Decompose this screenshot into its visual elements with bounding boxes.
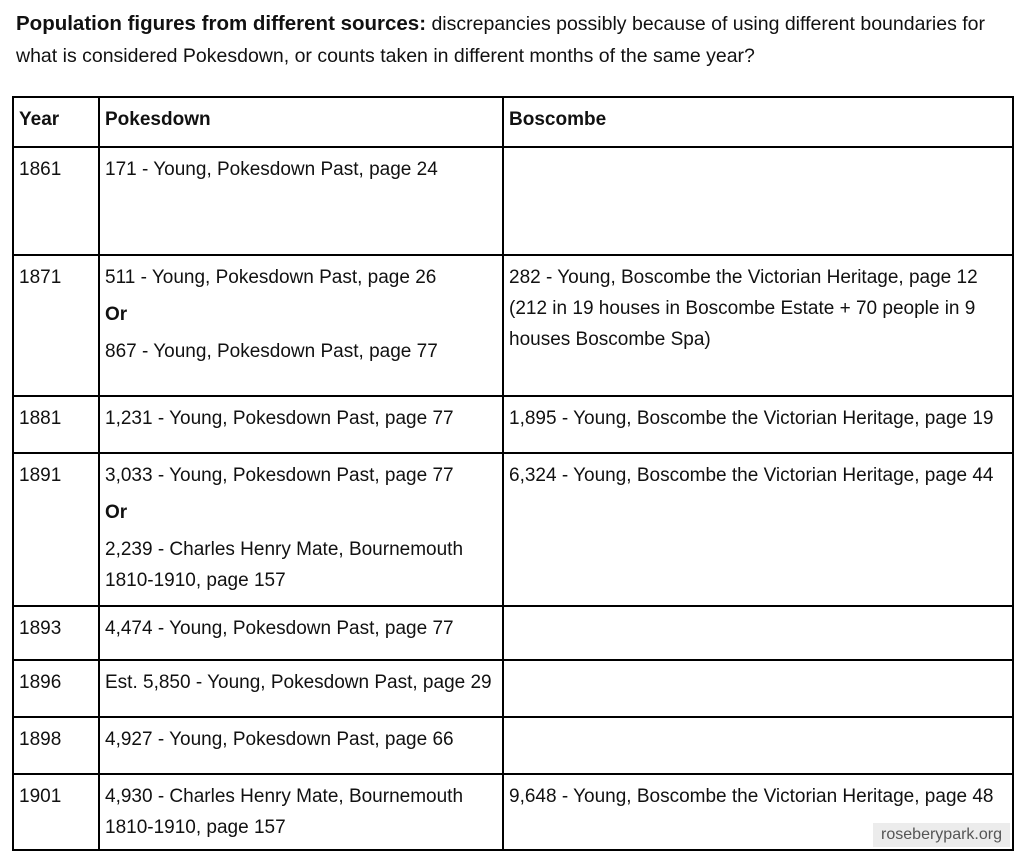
cell-year: 1898 [13, 717, 99, 774]
header-year: Year [13, 97, 99, 147]
table-row [13, 606, 1013, 660]
cell-pokesdown [99, 396, 503, 453]
pokesdown-entry: 2,239 - Charles Henry Mate, Bournemouth 1810-1910, page 157 [105, 539, 464, 591]
or-separator: Or [105, 502, 128, 523]
pokesdown-entry: 867 - Young, Pokesdown Past, page 77 [105, 341, 438, 362]
cell-boscombe [503, 147, 1013, 255]
cell-boscombe [503, 660, 1013, 717]
cell-year: 1896 [13, 660, 99, 717]
table-header-row [13, 97, 1013, 147]
cell-pokesdown [99, 255, 503, 396]
cell-year: 1891 [13, 453, 99, 606]
pokesdown-entry: 511 - Young, Pokesdown Past, page 26 [105, 267, 437, 288]
cell-year: 1893 [13, 606, 99, 660]
table-row [13, 774, 1013, 850]
table-row [13, 396, 1013, 453]
population-table [12, 96, 1014, 851]
site-watermark: roseberypark.org [873, 823, 1010, 847]
cell-year: 1861 [13, 147, 99, 255]
intro-description: discrepancies possibly because of using different boundaries for what is considered Pokesdown, or counts taken in different months of the same year? [16, 13, 986, 67]
table-row [13, 660, 1013, 717]
table-row [13, 453, 1013, 606]
table-row [13, 147, 1013, 255]
header-boscombe: Boscombe [503, 97, 1013, 147]
cell-boscombe: 6,324 - Young, Boscombe the Victorian Heritage, page 44 [503, 453, 1013, 606]
cell-boscombe: 9,648 - Young, Boscombe the Victorian Heritage, page 48 [503, 774, 1013, 850]
cell-pokesdown [99, 660, 503, 717]
cell-year: 1871 [13, 255, 99, 396]
cell-boscombe: 1,895 - Young, Boscombe the Victorian Heritage, page 19 [503, 396, 1013, 453]
pokesdown-entry: 3,033 - Young, Pokesdown Past, page 77 [105, 465, 454, 486]
pokesdown-entry: 171 - Young, Pokesdown Past, page 24 [105, 159, 438, 180]
pokesdown-entry: 4,930 - Charles Henry Mate, Bournemouth 1810-1910, page 157 [105, 786, 464, 838]
cell-boscombe [503, 717, 1013, 774]
cell-pokesdown [99, 453, 503, 606]
table-row [13, 255, 1013, 396]
cell-pokesdown [99, 606, 503, 660]
cell-pokesdown [99, 717, 503, 774]
pokesdown-entry: Est. 5,850 - Young, Pokesdown Past, page 29 [105, 672, 492, 693]
cell-pokesdown [99, 147, 503, 255]
cell-boscombe [503, 606, 1013, 660]
or-separator: Or [105, 304, 128, 325]
intro-heading: Population figures from different sources: [16, 12, 427, 35]
table-row [13, 717, 1013, 774]
cell-boscombe: 282 - Young, Boscombe the Victorian Heritage, page 12 (212 in 19 houses in Boscombe Estate + 70 people in 9 houses Boscombe Spa) [503, 255, 1013, 396]
cell-year: 1901 [13, 774, 99, 850]
cell-pokesdown [99, 774, 503, 850]
cell-year: 1881 [13, 396, 99, 453]
intro-paragraph [16, 8, 1006, 72]
pokesdown-entry: 1,231 - Young, Pokesdown Past, page 77 [105, 408, 454, 429]
header-pokesdown: Pokesdown [99, 97, 503, 147]
pokesdown-entry: 4,474 - Young, Pokesdown Past, page 77 [105, 618, 454, 639]
pokesdown-entry: 4,927 - Young, Pokesdown Past, page 66 [105, 729, 454, 750]
